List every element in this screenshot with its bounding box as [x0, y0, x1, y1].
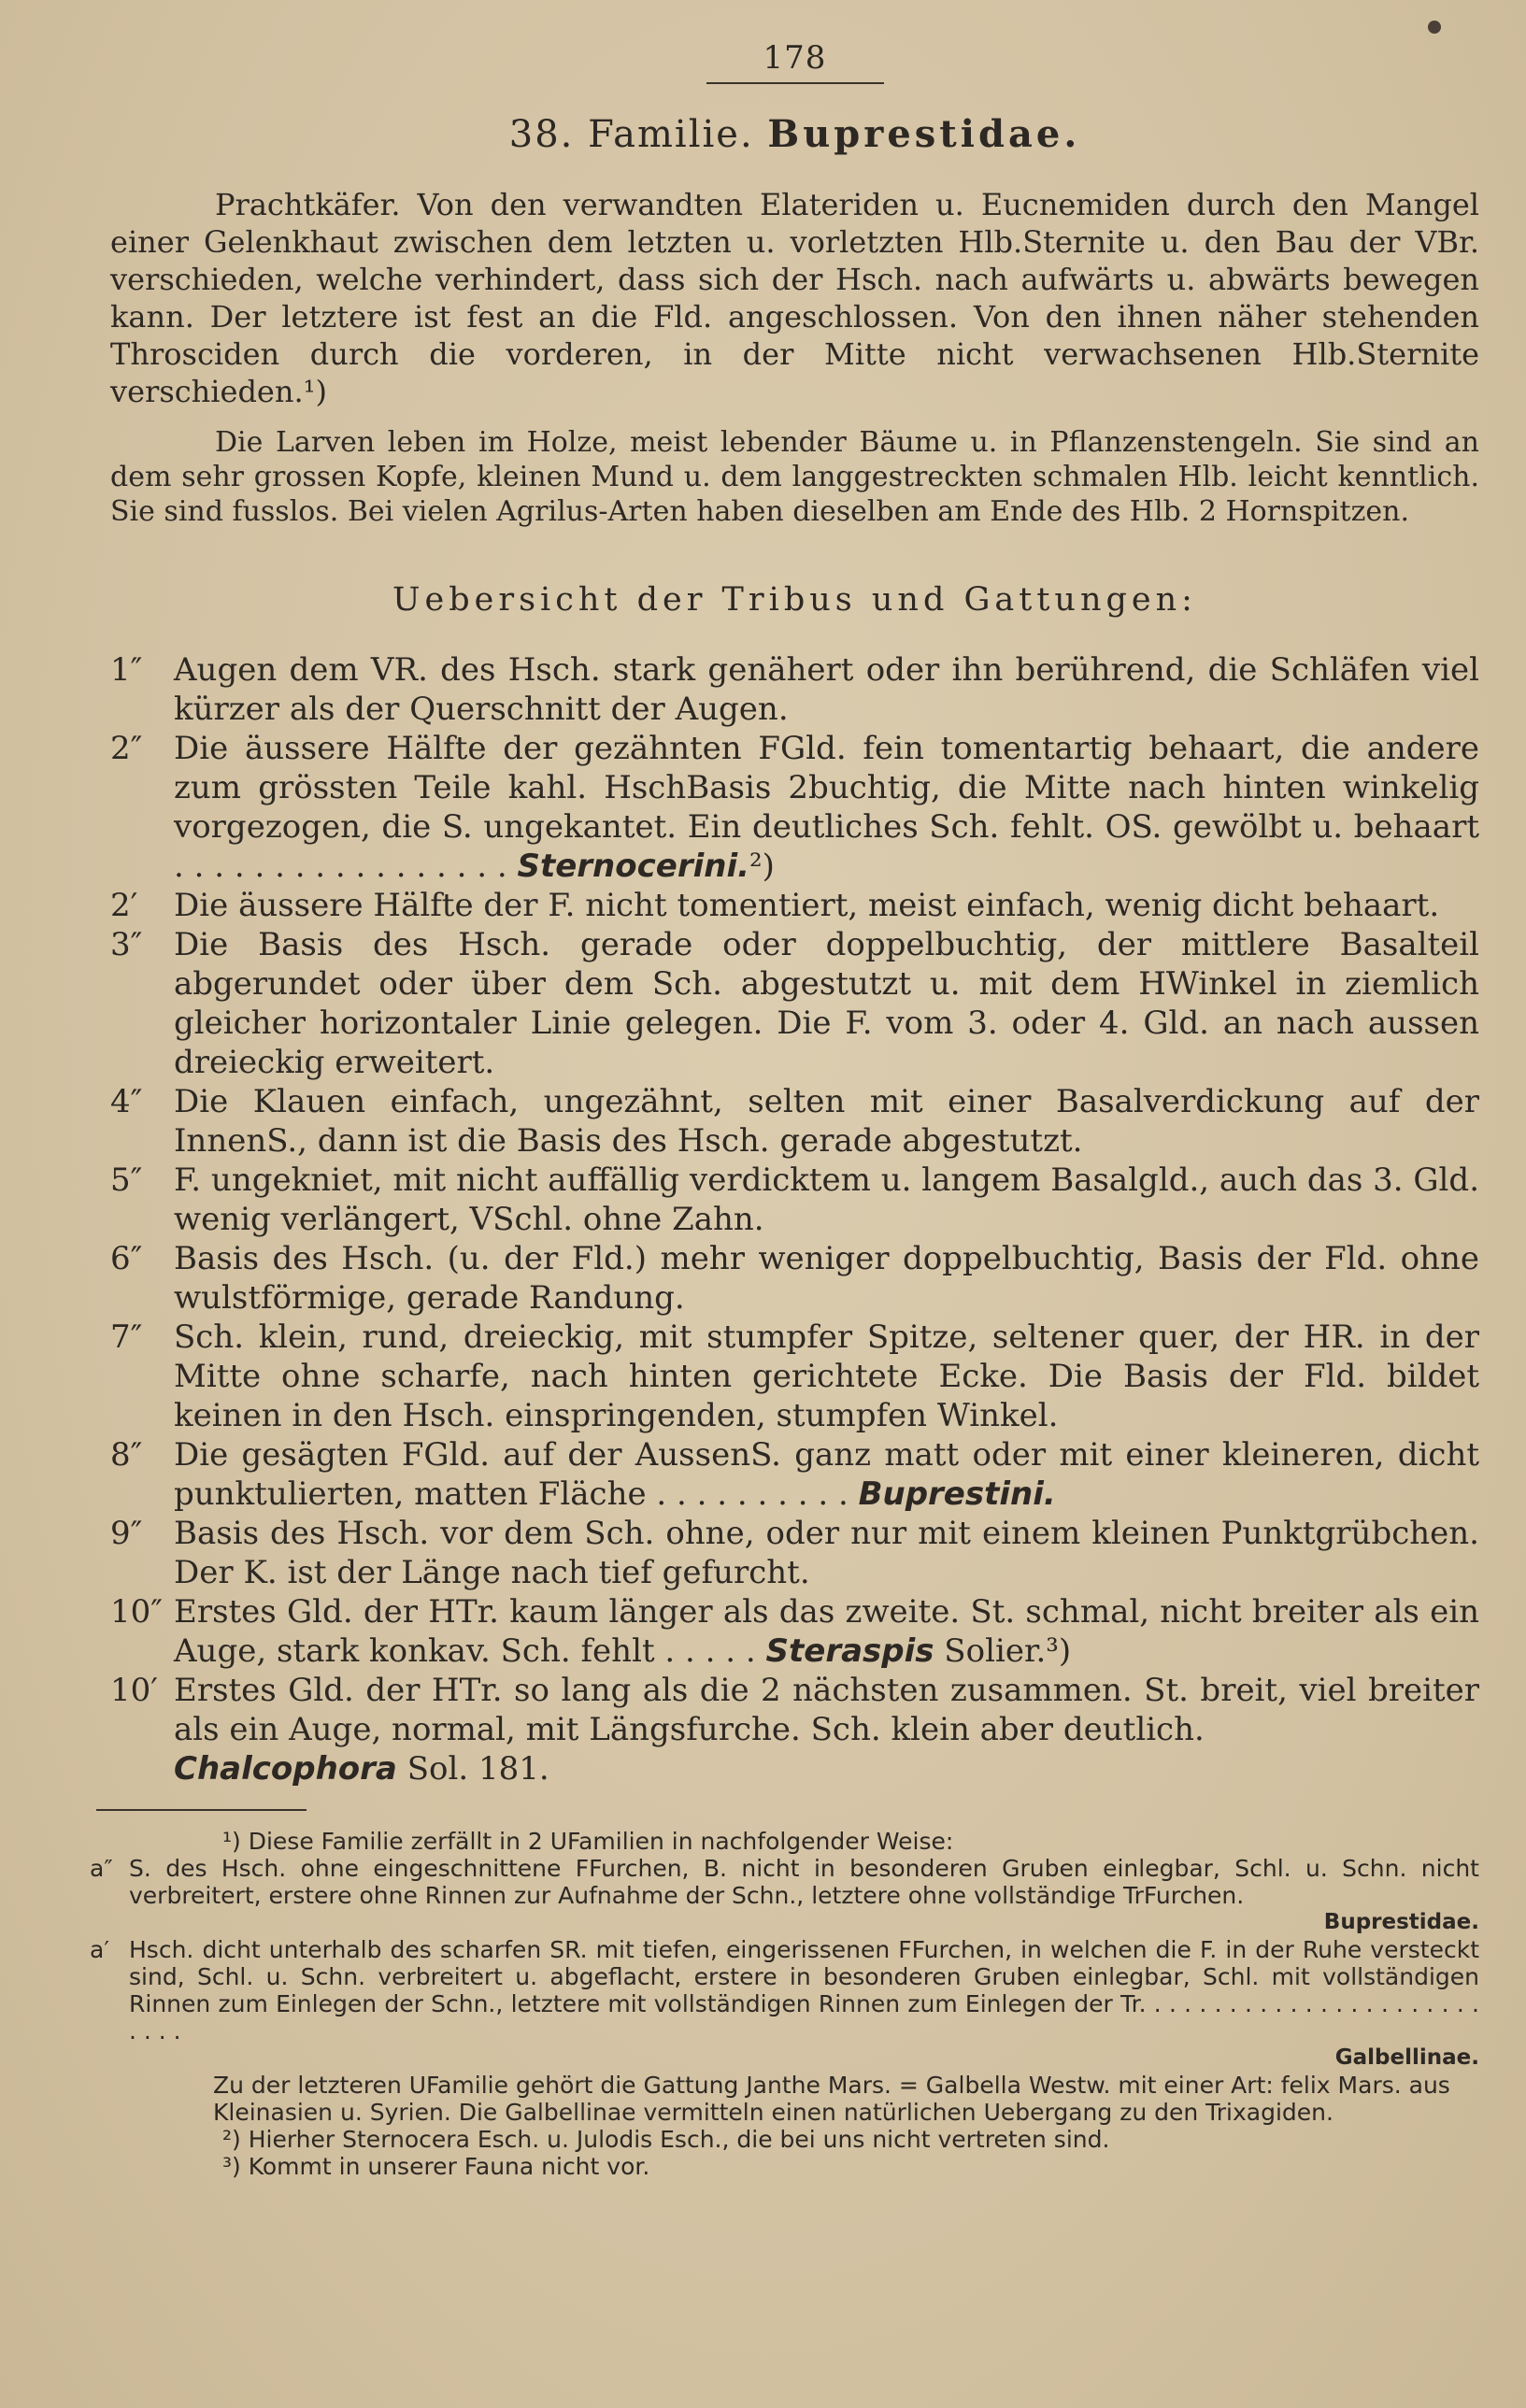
family-name: Buprestidae. — [767, 112, 1081, 156]
larvae-paragraph: Die Larven leben im Holze, meist lebender Bäume u. in Pflanzenstengeln. Sie sind an dem sehr grossen Kopfe, kleinen Mund u. dem langgestreckten schmalen Hlb. leicht kenntlich. Sie sind fusslos. Bei vielen Agrilus-Arten haben dieselben am Ende des Hlb. 2 Hornspitzen. — [110, 426, 1479, 528]
footnote-separator — [96, 1809, 307, 1811]
taxon-name: Chalcophora — [174, 1750, 397, 1788]
key-entry: 4″ Die Klauen einfach, ungezähnt, selten mit einer Basalverdickung auf der InnenS., dann ist die Basis des Hsch. gerade abgestutzt. — [110, 1083, 1479, 1160]
footnote-note: Zu der letzteren UFamilie gehört die Gattung Janthe Mars. = Galbella Westw. mit einer Art: felix Mars. aus Kleinasien u. Syrien. Die Galbellinae vermitteln einen natürlichen Uebergang zu den Trixagiden. — [213, 2072, 1450, 2126]
footnote-2: ²) Hierher Sternocera Esch. u. Julodis Esch., die bei uns nicht vertreten sind. — [222, 2126, 1110, 2153]
subfamily-name: Galbellinae. — [1334, 2045, 1479, 2070]
footnote-1: ¹) Diese Familie zerfällt in 2 UFamilien in nachfolgender Weise: — [222, 1828, 954, 1855]
intro-paragraph: Prachtkäfer. Von den verwandten Elateriden u. Eucnemiden durch den Mangel einer Gelenkhaut zwischen dem letzten u. vorletzten Hlb.Sternite u. den Bau der VBr. verschieden, welche verhindert, dass sich der Hsch. nach aufwärts u. abwärts bewegen kann. Der letztere ist fest an die Fld. angeschlossen. Von den ihnen näher stehenden Throsciden durch die vorderen, in der Mitte nicht verwachsenen Hlb.Sternite verschieden.¹) — [110, 187, 1479, 409]
taxon-name: Buprestini. — [858, 1475, 1056, 1513]
subfamily-name: Buprestidae. — [1323, 1910, 1479, 1934]
overview-heading: Uebersicht der Tribus und Gattungen: — [392, 581, 1197, 619]
key-entry: 9″ Basis des Hsch. vor dem Sch. ohne, oder nur mit einem kleinen Punktgrübchen. Der K. ist der Länge nach tief gefurcht. — [110, 1515, 1479, 1591]
family-word: Familie. — [588, 113, 754, 156]
key-entry: 6″ Basis des Hsch. (u. der Fld.) mehr weniger doppelbuchtig, Basis der Fld. ohne wulstförmige, gerade Randung. — [110, 1240, 1479, 1317]
page-number: 178 — [763, 39, 827, 77]
ink-speck — [1428, 21, 1441, 34]
key-entry: 5″ F. ungekniet, mit nicht auffällig verdicktem u. langem Basalgld., auch das 3. Gld. wenig verlängert, VSchl. ohne Zahn. — [110, 1161, 1479, 1238]
key-entry: 10′ Erstes Gld. der HTr. so lang als die 2 nächsten zusammen. St. breit, viel breiter als ein Auge, normal, mit Längsfurche. Sch. klein aber deutlich. — [110, 1672, 1479, 1748]
key-entry: 8″ Die gesägten FGld. auf der AussenS. ganz matt oder mit einer kleineren, dicht punktulierten, matten Fläche . . . . . . . . . . Buprestini. — [110, 1436, 1479, 1513]
family-number: 38. — [508, 113, 575, 156]
key-entry: 1″ Augen dem VR. des Hsch. stark genähert oder ihn berührend, die Schläfen viel kürzer als der Querschnitt der Augen. — [110, 651, 1479, 728]
key-entry: 7″ Sch. klein, rund, dreieckig, mit stumpfer Spitze, seltener quer, der HR. in der Mitte ohne scharfe, nach hinten gerichtete Ecke. Die Basis der Fld. bildet keinen in den Hsch. einspringenden, stumpfen Winkel. — [110, 1318, 1479, 1434]
footnote-3: ³) Kommt in unserer Fauna nicht vor. — [222, 2153, 650, 2180]
identification-key — [110, 650, 1479, 1788]
header-rule — [706, 82, 884, 84]
key-entry: 2′ Die äussere Hälfte der F. nicht tomentiert, meist einfach, wenig dicht behaart. — [110, 887, 1440, 924]
footnote-couplet: a″ S. des Hsch. ohne eingeschnittene FFurchen, B. nicht in besonderen Gruben einlegbar, Schl. u. Schn. nicht verbreitert, erstere ohne Rinnen zur Aufnahme der Schn., letztere ohne vollständige TrFurchen. — [90, 1855, 1479, 1909]
taxon-name: Steraspis — [765, 1632, 934, 1670]
key-entry: 10″ Erstes Gld. der HTr. kaum länger als das zweite. St. schmal, nicht breiter als ein Auge, stark konkav. Sch. fehlt . . . . . Steraspis Solier.³) — [110, 1593, 1479, 1670]
family-heading — [110, 112, 1479, 156]
taxon-name: Sternocerini. — [517, 848, 750, 885]
key-entry: 2″ Die äussere Hälfte der gezähnten FGld. fein tomentartig behaart, die andere zum grössten Teile kahl. HschBasis 2buchtig, die Mitte nach hinten winkelig vorgezogen, die S. ungekantet. Ein deutliches Sch. fehlt. OS. gewölbt u. behaart . . . . . . . . . . . . . . . . . Sternocerini.²) — [110, 730, 1479, 885]
key-entry-result: Chalcophora Sol. 181. — [174, 1750, 549, 1788]
footnotes — [90, 1828, 1479, 2180]
key-entry: 3″ Die Basis des Hsch. gerade oder doppelbuchtig, der mittlere Basalteil abgerundet oder über dem Sch. abgestutzt u. mit dem HWinkel in ziemlich gleicher horizontaler Linie gelegen. Die F. vom 3. oder 4. Gld. an nach aussen dreieckig erweitert. — [110, 926, 1479, 1081]
footnote-couplet: a′ Hsch. dicht unterhalb des scharfen SR. mit tiefen, eingerissenen FFurchen, in welchen die F. in der Ruhe versteckt sind, Schl. u. Schn. verbreitert u. abgeflacht, erstere in besonderen Gruben einlegbar, Schl. mit vollständigen Rinnen zum Einlegen der Schn., letztere mit vollständigen Rinnen zum Einlegen der Tr. . . . . . . . . . . . . . . . . . . . . . . . . . . — [90, 1936, 1479, 2045]
